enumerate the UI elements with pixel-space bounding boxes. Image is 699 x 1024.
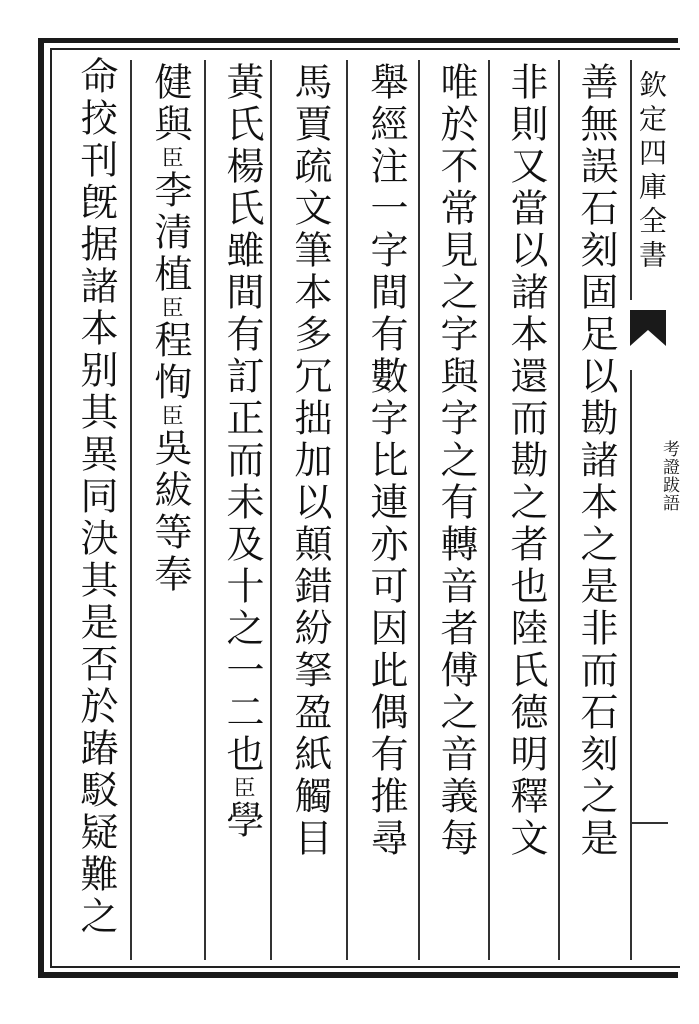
text-column-2: 非則又當以諸本還而勘之者也陸氏德明釋文 [504,62,548,860]
text-column-6 [212,62,272,842]
official-title-small: 臣 [158,146,183,170]
text-column-1: 善無誤石刻固足以勘諸本之是非而石刻之是 [574,62,618,860]
column-text-tail: 學 [220,800,264,842]
column-rule [346,60,348,960]
text-column-4: 舉經注一字間有數字比連亦可因此偶有推尋 [364,62,408,860]
fishtail-mark-icon [628,306,668,366]
name-text: 吳紱等奉 [148,428,192,596]
text-column-8: 命挍刊旣据諸本别其異同決其是否於踳駁疑難之 [74,56,118,938]
name-text: 李清植 [148,170,192,296]
margin-rule [630,370,632,960]
official-title-small: 臣 [158,296,183,320]
margin-note: 考證跋語 [659,440,679,512]
name-text: 程恂 [148,320,192,404]
margin-tick [632,822,668,824]
column-rule [130,60,132,960]
column-rule [418,60,420,960]
column-text: 健與 [148,62,192,146]
text-column-7 [140,62,200,596]
official-title-small: 臣 [158,404,183,428]
margin-rule [630,60,632,300]
column-rule [488,60,490,960]
column-text: 黃氏楊氏雖間有訂正而未及十之一二也 [220,62,264,776]
column-rule [204,60,206,960]
official-title-small: 臣 [230,776,255,800]
column-rule [558,60,560,960]
text-column-5: 馬賈疏文筆本多冗拙加以顛錯紛拏盈紙觸目 [288,62,332,860]
margin-title: 欽定四庫全書 [635,70,668,274]
text-column-3: 唯於不常見之字與字之有轉音者傅之音義每 [434,62,478,860]
